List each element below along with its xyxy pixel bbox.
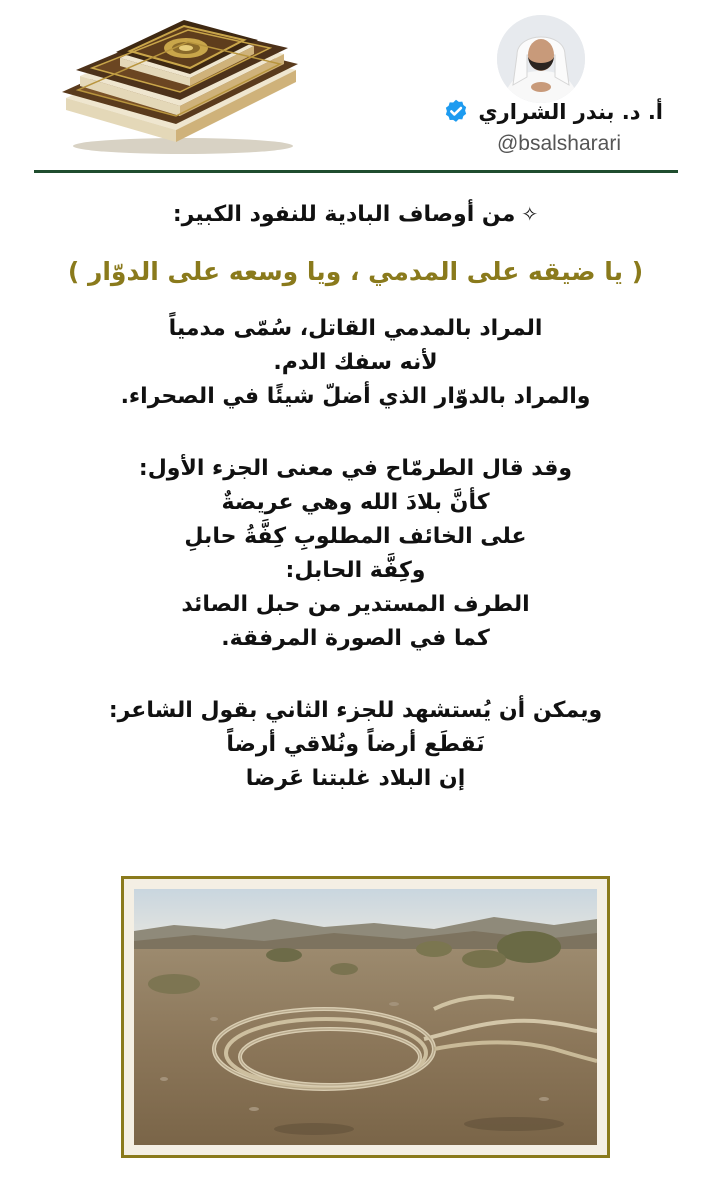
text-line: المراد بالمدمي القاتل، سُمّى مدمياً [168, 316, 543, 341]
verse-line: كأنَّ بلادَ الله وهي عريضةٌ [221, 490, 490, 515]
author-name-row [442, 98, 663, 126]
paragraph-1 [0, 312, 711, 414]
paragraph-2 [0, 452, 711, 656]
post-header [0, 0, 711, 172]
text-line: وقد قال الطرمّاح في معنى الجزء الأول: [138, 456, 573, 481]
attached-photo-frame [121, 876, 610, 1158]
header-divider [34, 170, 678, 173]
sparkle-star-icon: ✧ [521, 202, 539, 226]
verse-line: نَقطَع أرضاً ونُلاقي أرضاً [226, 732, 485, 757]
text-line: لأنه سفك الدم. [273, 350, 438, 375]
text-line: وكِفَّة الحابل: [285, 558, 426, 583]
paragraph-3 [0, 694, 711, 796]
coiled-rope-in-desert-photo[interactable] [134, 889, 597, 1145]
intro-line [0, 202, 711, 227]
post-body [0, 190, 711, 796]
intro-text: من أوصاف البادية للنفود الكبير: [172, 202, 516, 227]
author-name: أ. د. بندر الشراري [478, 100, 663, 124]
text-line: كما في الصورة المرفقة. [221, 626, 490, 651]
verse-line: إن البلاد غلبتنا عَرضا [245, 766, 466, 791]
author-handle[interactable]: @bsalsharari [496, 132, 621, 155]
text-line: الطرف المستدير من حبل الصائد [181, 592, 530, 617]
verified-badge-icon [442, 98, 470, 126]
avatar-portrait-icon [497, 15, 585, 103]
quran-book-icon [58, 18, 300, 156]
verse-line: على الخائف المطلوبِ كِفَّةُ حابلِ [184, 524, 527, 549]
text-line: ويمكن أن يُستشهد للجزء الثاني بقول الشاعر: [108, 698, 603, 723]
author-avatar[interactable] [497, 15, 585, 103]
text-line: والمراد بالدوّار الذي أضلّ شيئًا في الصحراء. [120, 384, 591, 409]
proverb-phrase: ( يا ضيقه على المدمي ، ويا وسعه على الدوّار ) [67, 257, 644, 286]
